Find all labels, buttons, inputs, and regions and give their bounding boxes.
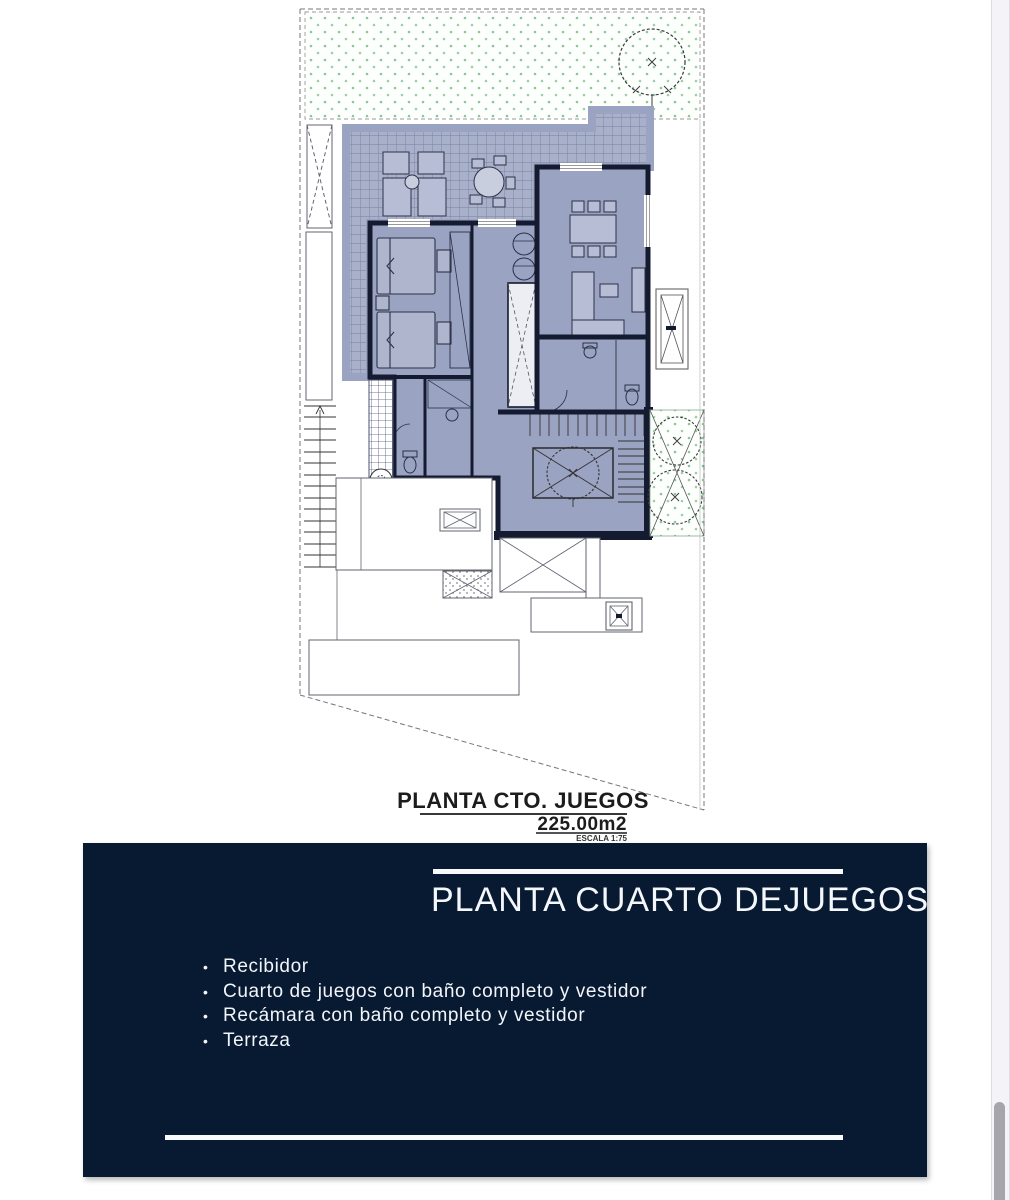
round-table-icon — [474, 167, 504, 197]
list-item — [203, 955, 647, 980]
green-patch — [648, 410, 704, 536]
accent-line-top — [433, 869, 843, 874]
info-panel-title: PLANTA CUARTO DEJUEGOS — [431, 881, 930, 919]
plan-title-block — [397, 788, 649, 851]
bullet-list — [203, 955, 647, 1053]
list-item — [203, 1004, 647, 1029]
table-icon — [570, 215, 616, 243]
bullet-icon — [203, 956, 223, 980]
bullet-label: Terraza — [223, 1029, 291, 1051]
right-strip — [648, 289, 704, 536]
list-item — [203, 1029, 647, 1054]
bullet-icon — [203, 1005, 223, 1029]
bullet-label: Cuarto de juegos con baño completo y vestidor — [223, 980, 648, 1002]
plan-scale-label: ESCALA 1:75 — [576, 834, 627, 843]
scrollbar-thumb[interactable] — [994, 1102, 1005, 1200]
bed-icon — [377, 238, 435, 294]
stairs — [304, 406, 336, 567]
skylight — [440, 509, 480, 531]
garden-area — [305, 12, 700, 119]
bullet-label: Recibidor — [223, 956, 309, 977]
bullet-icon — [203, 981, 223, 1005]
info-panel — [83, 843, 930, 1177]
plan-title: PLANTA CTO. JUEGOS — [397, 788, 649, 813]
list-item — [203, 980, 647, 1005]
bullet-icon — [203, 1030, 223, 1054]
louver-window — [656, 289, 688, 369]
bed-icon — [377, 312, 435, 368]
bullet-label: Recámara con baño completo y vestidor — [223, 1005, 586, 1027]
scrollbar[interactable] — [991, 0, 1010, 1200]
elevator-icon — [606, 602, 632, 630]
accent-line-bottom — [165, 1135, 843, 1140]
plan-area-label: 225.00m2 — [537, 814, 627, 835]
